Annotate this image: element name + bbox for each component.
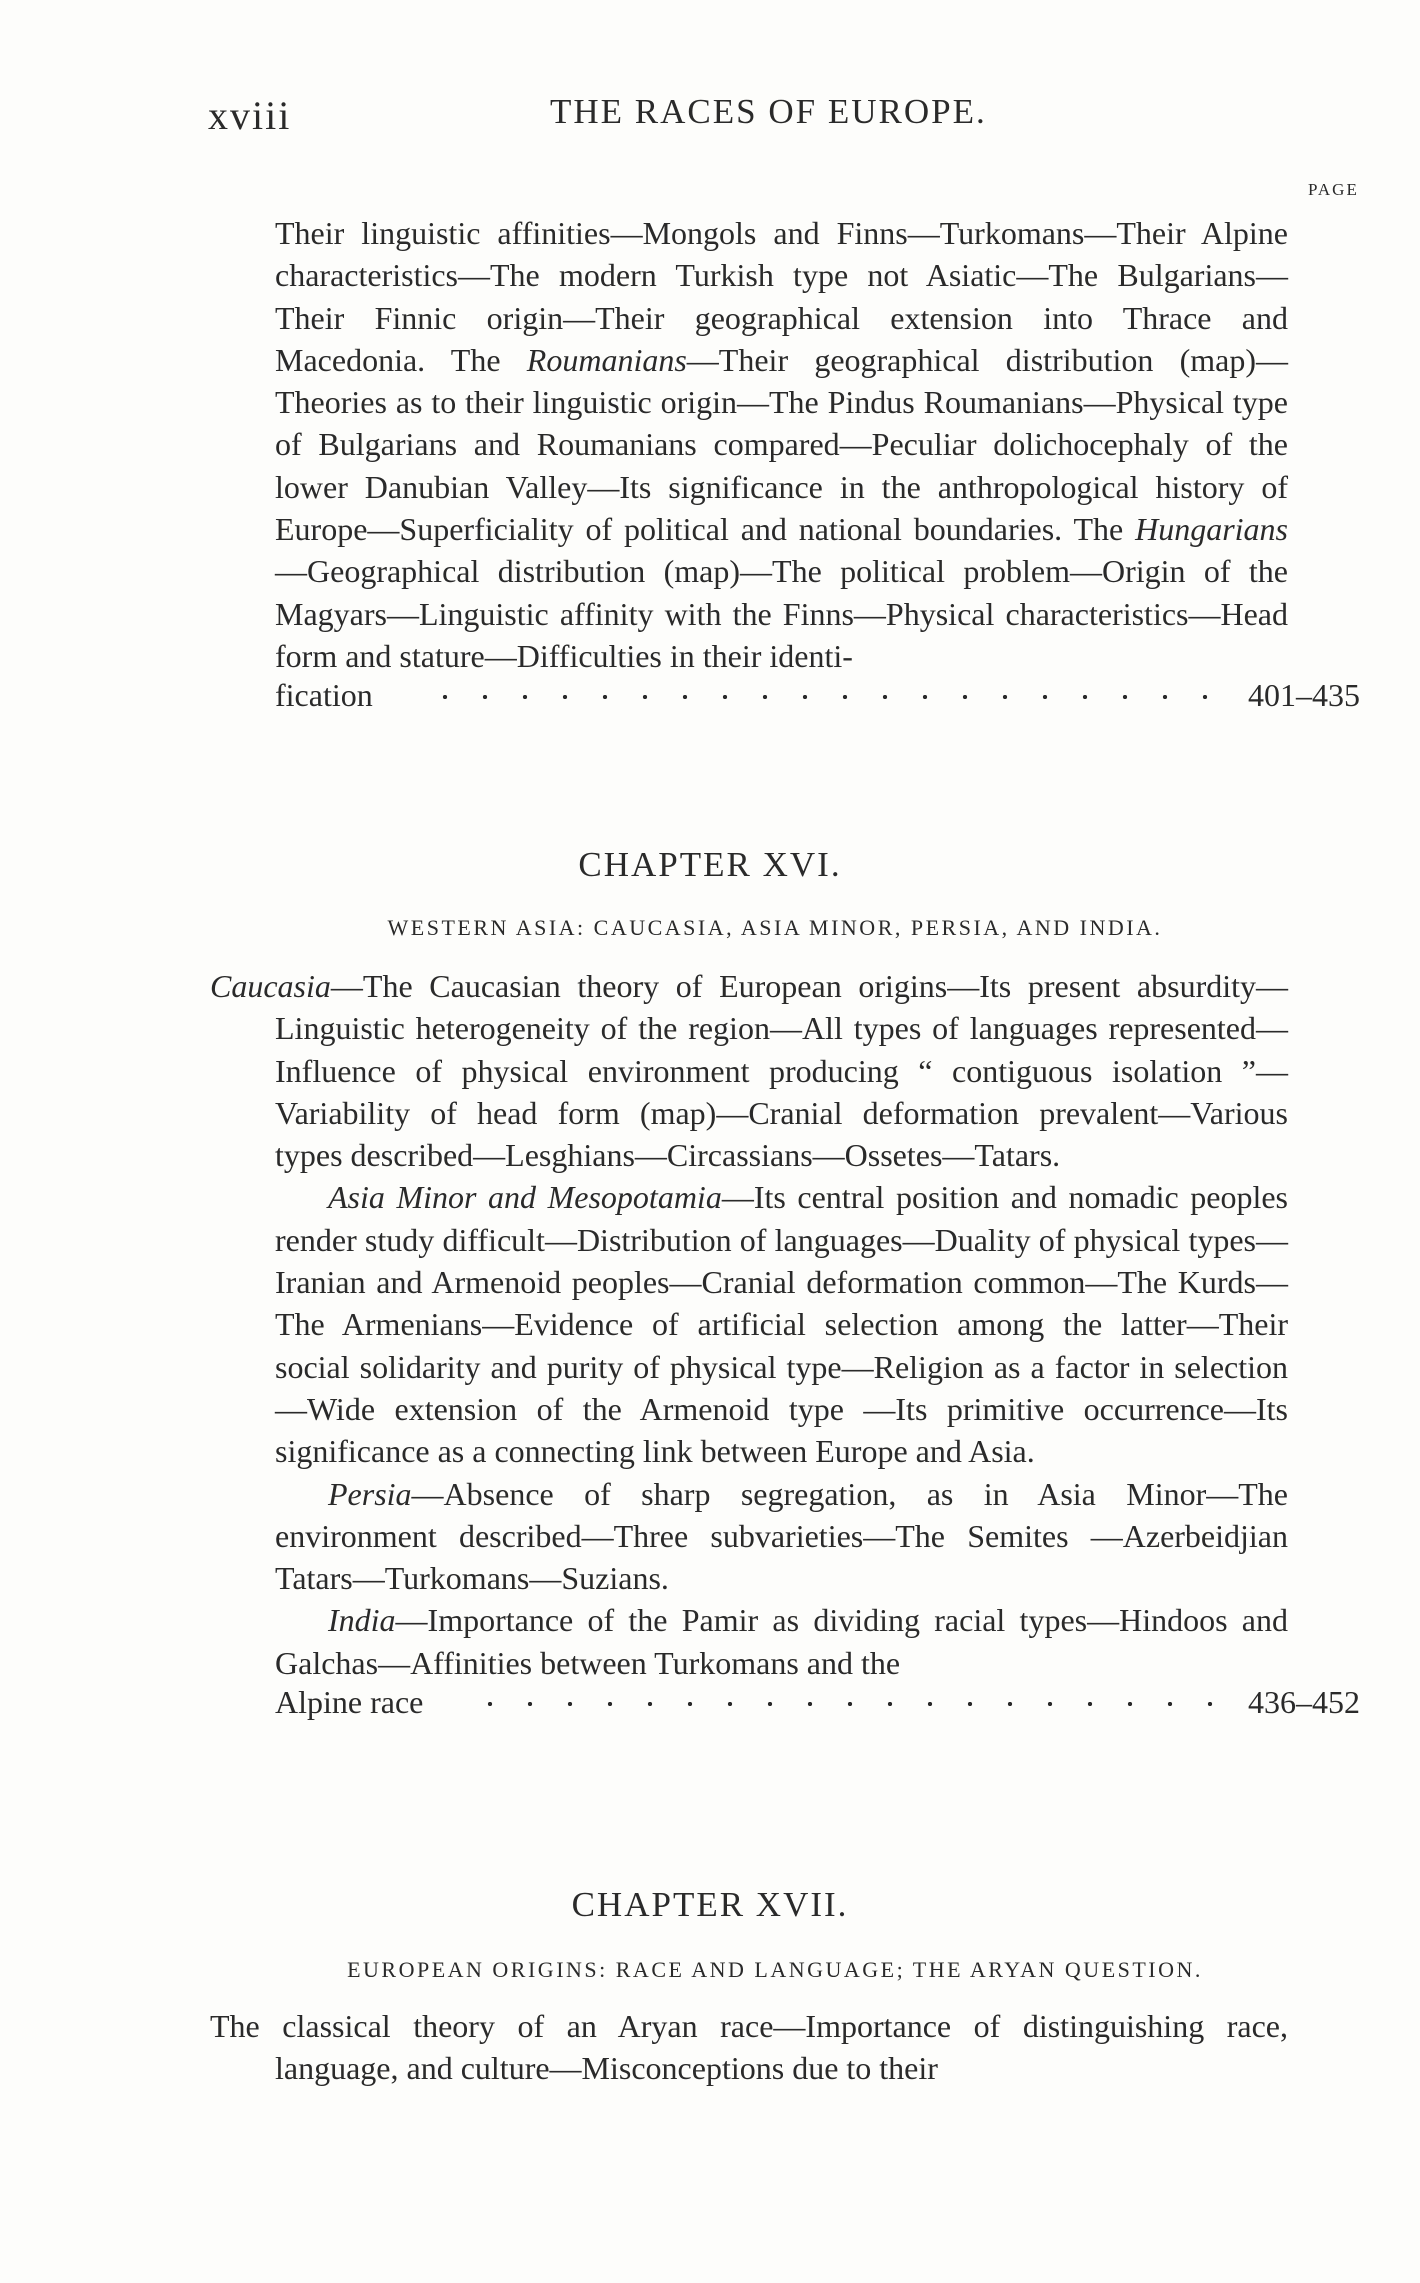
- chapter-15-page-range-line: [275, 677, 1360, 721]
- page-range: 436–452: [1240, 1684, 1360, 1721]
- chapter-17-summary: [210, 2005, 1360, 2090]
- chapter-17-subtitle: EUROPEAN ORIGINS: RACE AND LANGUAGE; THE ARYAN QUESTION.: [347, 1957, 1203, 1982]
- section-lead-asia-minor: Asia Minor and Mesopotamia: [328, 1179, 722, 1216]
- toc-line-text: fication: [275, 677, 383, 714]
- summary-text: —Importance of the Pamir as dividing racial types—Hindoos and Galchas—Affinities between Turkomans and the: [275, 1602, 1288, 1681]
- page-folio: xviii: [208, 93, 292, 138]
- summary-text: Their linguistic affinities—Mongols and Finns—Turkomans—Their Alpine characteristics—The modern Turkish type not Asiatic—The Bulgarians—Their Finnic origin—Their geographical extension into Thrace and Macedonia. The: [275, 215, 1288, 378]
- summary-text: —Its central position and nomadic peoples render study difficult—Distribution of languages—Duality of physical types—Iranian and Armenoid peoples—Cranial deformation common—The Kurds—The Armenians—Evidence of artificial selection among the latter—Their social solidarity and purity of physical type—Religion as a factor in selection—Wide extension of the Armenoid type —Its primitive occurrence—Its significance as a connecting link between Europe and Asia.: [275, 1179, 1289, 1470]
- section-lead-india: India: [328, 1602, 396, 1639]
- chapter-16-heading: CHAPTER XVI.: [578, 845, 842, 884]
- dot-leader: [470, 1702, 1220, 1706]
- dot-leader: [425, 695, 1220, 699]
- page-range: 401–435: [1240, 677, 1360, 714]
- section-lead-caucasia: Caucasia: [210, 968, 331, 1004]
- summary-text: —Geographical distribution (map)—The political problem—Origin of the Magyars—Linguistic affinity with the Finns—Physical characteristics—Head form and stature—Difficulties in their identi-: [275, 553, 1288, 674]
- running-head: [208, 92, 1358, 142]
- summary-text: —Their geographical distribution (map)—Theories as to their linguistic origin—The Pindus Roumanians—Physical type of Bulgarians and Roumanians compared—Peculiar dolichocephaly of the lower Danubian Valley—Its significance in the anthropological history of Europe—Superficiality of political and national boundaries. The: [275, 341, 1289, 548]
- persia-paragraph: [210, 1473, 1288, 1600]
- section-lead-roumanians: Roumanians: [526, 341, 687, 378]
- chapter-16-summary: [210, 965, 1360, 1728]
- chapter-17-heading: CHAPTER XVII.: [571, 1885, 849, 1924]
- summary-text: —Absence of sharp segregation, as in Asia Minor—The environment described—Three subvarieties—The Semites —Azerbeidjian Tatars—Turkomans—Suzians.: [275, 1475, 1288, 1597]
- book-title: THE RACES OF EUROPE.: [550, 92, 987, 131]
- summary-text: —The Caucasian theory of European origins—Its present absurdity—Linguistic heterogeneity of the region—All types of languages represented—Influence of physical environment producing “ contiguous isolation ”—Variability of head form (map)—Cranial deformation prevalent—Various types described—Lesghians—Circassians—Ossetes—Tatars.: [275, 968, 1288, 1174]
- chapter-15-paragraph: [210, 212, 1288, 677]
- chapter-15-summary: [210, 212, 1360, 721]
- india-paragraph: [210, 1599, 1288, 1684]
- asia-minor-paragraph: [210, 1176, 1288, 1472]
- toc-line-text: Alpine race: [275, 1684, 433, 1721]
- chapter-16-subtitle: WESTERN ASIA: CAUCASIA, ASIA MINOR, PERSIA, AND INDIA.: [387, 915, 1163, 940]
- chapter-16-page-range-line: [275, 1684, 1360, 1728]
- aryan-paragraph: The classical theory of an Aryan race—Importance of distinguishing race, language, and culture—Misconceptions due to their: [210, 2008, 1288, 2087]
- page-column-label: PAGE: [1308, 180, 1359, 199]
- section-lead-persia: Persia: [328, 1475, 412, 1512]
- caucasia-paragraph: [210, 965, 1288, 1176]
- section-lead-hungarians: Hungarians: [1135, 511, 1288, 548]
